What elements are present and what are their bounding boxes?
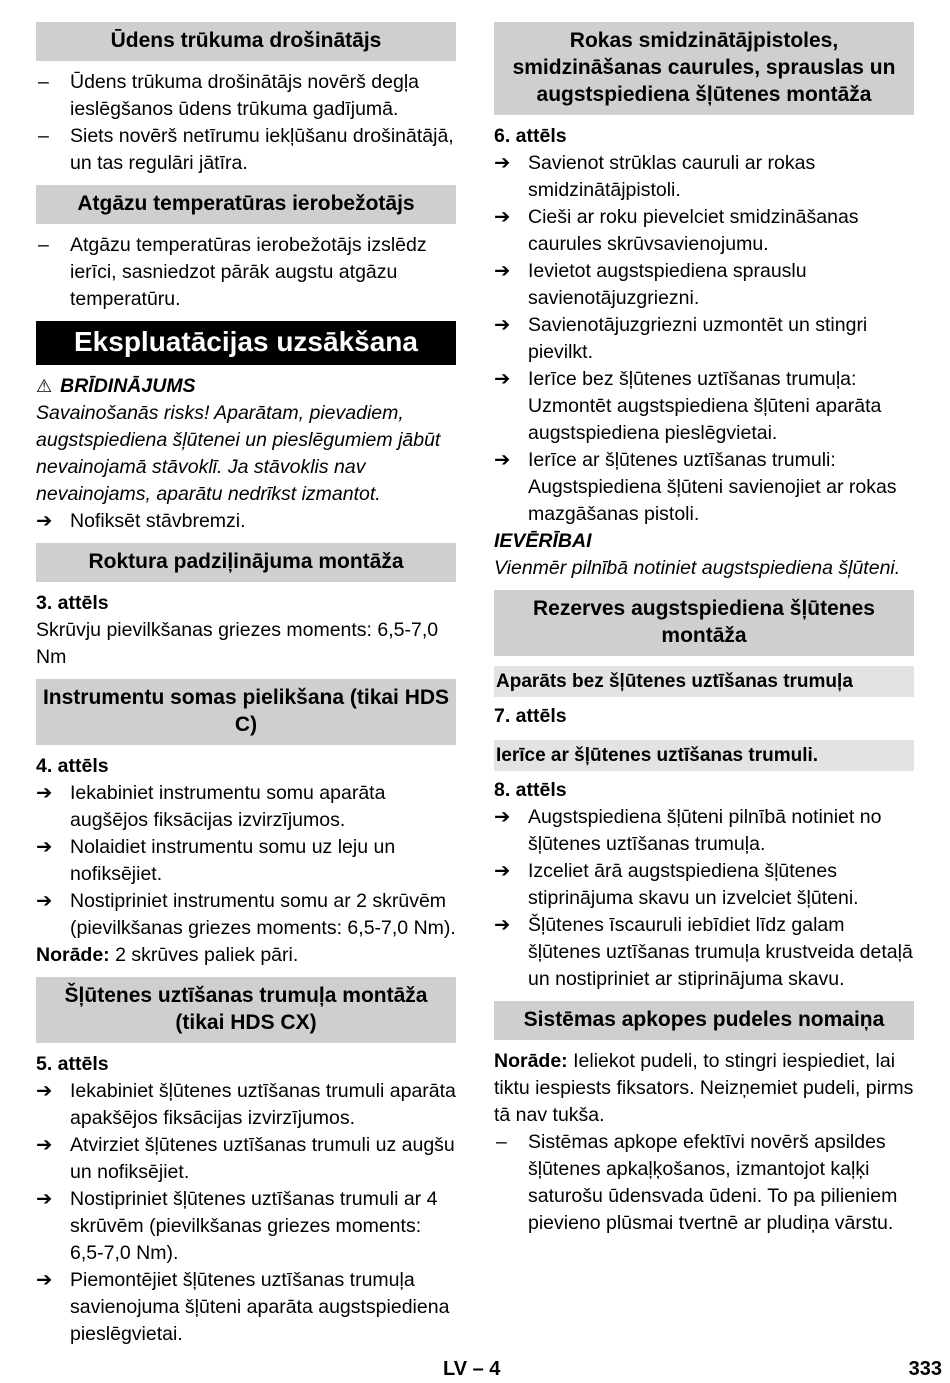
arrow-icon: ➔ — [494, 449, 511, 471]
right-column — [494, 22, 914, 1237]
dash-item — [36, 69, 456, 123]
dash-bullet: – — [38, 234, 49, 256]
step-item — [36, 508, 456, 535]
item-text: Ūdens trūkuma drošinātājs novērš degļa ieslēgšanos ūdens trūkuma gadījumā. — [70, 71, 420, 120]
chapter-heading: Ekspluatācijas uzsākšana — [36, 321, 456, 365]
note-label: Norāde: — [36, 944, 110, 966]
arrow-icon: ➔ — [494, 152, 511, 174]
item-text: Nostipriniet instrumentu somu ar 2 skrūvēm (pievilkšanas griezes moments: 6,5-7,0 Nm). — [70, 890, 456, 939]
step-item — [494, 150, 914, 204]
item-text: Ierīce ar šļūtenes uztīšanas trumuli: Augstspiediena šļūteni savienojiet ar rokas mazgāšanas pistoli. — [528, 449, 897, 525]
arrow-icon: ➔ — [36, 1269, 53, 1291]
note — [494, 1048, 914, 1129]
note-text: Ieliekot pudeli, to stingri iespiediet, lai tiktu iespiests fiksators. Neizņemiet pudeli, pirms tā nav tukša. — [494, 1050, 914, 1126]
arrow-icon: ➔ — [36, 890, 53, 912]
section-heading: Sistēmas apkopes pudeles nomaiņa — [494, 1001, 914, 1040]
step-item — [494, 804, 914, 858]
step-item — [36, 780, 456, 834]
step-item — [494, 447, 914, 528]
figure-reference: 5. attēls — [36, 1053, 109, 1075]
figure-reference: 7. attēls — [494, 705, 567, 727]
warning-text: Savainošanās risks! Aparātam, pievadiem, augstspiediena šļūtenei un pieslēgumiem jābūt nevainojamā stāvoklī. Ja stāvoklis nav nevainojams, aparātu nedrīkst izmantot. — [36, 402, 441, 505]
warning-triangle-icon: ⚠ — [36, 376, 53, 396]
item-text: Ievietot augstspiediena sprauslu savienotājuzgriezni. — [528, 260, 807, 309]
step-item — [494, 204, 914, 258]
warning-title — [494, 528, 914, 555]
section-heading: Aparāts bez šļūtenes uztīšanas trumuļa — [494, 666, 914, 697]
note-label: Norāde: — [494, 1050, 568, 1072]
arrow-icon: ➔ — [36, 510, 53, 532]
section-heading: Instrumentu somas pielikšana (tikai HDS C) — [36, 679, 456, 745]
item-text: Sistēmas apkope efektīvi novērš apsildes šļūtenes apkaļķošanos, izmantojot kaļķi saturošu ūdensvada ūdeni. To pa pilieniem pievieno plūsmai tvertnē ar pludiņa vārstu. — [528, 1131, 898, 1234]
dash-item — [494, 1129, 914, 1237]
arrow-icon: ➔ — [494, 914, 511, 936]
item-text: Atvirziet šļūtenes uztīšanas trumuli uz augšu un nofiksējiet. — [70, 1134, 455, 1183]
step-item — [494, 258, 914, 312]
dash-bullet: – — [496, 1131, 507, 1153]
warning-title — [36, 373, 456, 400]
arrow-icon: ➔ — [494, 806, 511, 828]
item-text: Augstspiediena šļūteni pilnībā notiniet no šļūtenes uztīšanas trumuļa. — [528, 806, 882, 855]
body-text: Skrūvju pievilkšanas griezes moments: 6,5-7,0 Nm — [36, 619, 439, 668]
warning-label: IEVĒRĪBAI — [494, 530, 592, 552]
section-heading: Ierīce ar šļūtenes uztīšanas trumuli. — [494, 740, 914, 771]
section-heading: Roktura padziļinājuma montāža — [36, 543, 456, 582]
warning-label: BRĪDINĀJUMS — [60, 375, 196, 397]
step-item — [36, 1267, 456, 1348]
section-heading: Atgāzu temperatūras ierobežotājs — [36, 185, 456, 224]
section-heading: Rezerves augstspiediena šļūtenes montāža — [494, 590, 914, 656]
arrow-icon: ➔ — [494, 860, 511, 882]
step-item — [494, 912, 914, 993]
item-text: Nostipriniet šļūtenes uztīšanas trumuli ar 4 skrūvēm (pievilkšanas griezes moments: 6,5-7,0 Nm). — [70, 1188, 438, 1264]
arrow-icon: ➔ — [494, 314, 511, 336]
figure-reference: 6. attēls — [494, 125, 567, 147]
item-text: Savienotājuzgriezni uzmontēt un stingri pievilkt. — [528, 314, 868, 363]
step-item — [36, 1132, 456, 1186]
step-item — [36, 834, 456, 888]
item-text: Savienot strūklas cauruli ar rokas smidzinātājpistoli. — [528, 152, 816, 201]
step-item — [36, 1186, 456, 1267]
item-text: Nolaidiet instrumentu somu uz leju un nofiksējiet. — [70, 836, 396, 885]
item-text: Nofiksēt stāvbremzi. — [70, 510, 246, 532]
note-text: 2 skrūves paliek pāri. — [109, 944, 299, 966]
item-text: Ierīce bez šļūtenes uztīšanas trumuļa: Uzmontēt augstspiediena šļūteni aparāta augstspiediena pieslēgvietai. — [528, 368, 882, 444]
dash-bullet: – — [38, 125, 49, 147]
step-item — [494, 858, 914, 912]
arrow-icon: ➔ — [36, 1080, 53, 1102]
arrow-icon: ➔ — [494, 368, 511, 390]
dash-bullet: – — [38, 71, 49, 93]
item-text: Šļūtenes īscauruli iebīdiet līdz galam šļūtenes uztīšanas trumuļa krustveida detaļā un nostipriniet ar stiprinājuma skavu. — [528, 914, 913, 990]
figure-reference: 8. attēls — [494, 779, 567, 801]
item-text: Piemontējiet šļūtenes uztīšanas trumuļa savienojuma šļūteni aparāta augstspiediena pieslēgvietai. — [70, 1269, 450, 1345]
warning-text: Vienmēr pilnībā notiniet augstspiediena šļūteni. — [494, 557, 901, 579]
left-column — [36, 22, 456, 1348]
step-item — [494, 312, 914, 366]
arrow-icon: ➔ — [494, 206, 511, 228]
item-text: Siets novērš netīrumu iekļūšanu drošinātājā, un tas regulāri jātīra. — [70, 125, 454, 174]
note — [36, 942, 456, 969]
item-text: Iekabiniet šļūtenes uztīšanas trumuli aparāta apakšējos fiksācijas izvirzījumos. — [70, 1080, 456, 1129]
footer-section: LV – 4 — [443, 1358, 501, 1380]
figure-reference: 4. attēls — [36, 755, 109, 777]
step-item — [36, 1078, 456, 1132]
section-heading: Šļūtenes uztīšanas trumuļa montāža (tikai HDS CX) — [36, 977, 456, 1043]
arrow-icon: ➔ — [36, 782, 53, 804]
arrow-icon: ➔ — [36, 836, 53, 858]
item-text: Atgāzu temperatūras ierobežotājs izslēdz ierīci, sasniedzot pārāk augstu atgāzu temperatūru. — [70, 234, 427, 310]
arrow-icon: ➔ — [36, 1188, 53, 1210]
step-item — [36, 888, 456, 942]
dash-item — [36, 123, 456, 177]
arrow-icon: ➔ — [36, 1134, 53, 1156]
page-number: 333 — [908, 1358, 942, 1380]
arrow-icon: ➔ — [494, 260, 511, 282]
item-text: Cieši ar roku pievelciet smidzināšanas caurules skrūvsavienojumu. — [528, 206, 859, 255]
item-text: Iekabiniet instrumentu somu aparāta augšējos fiksācijas izvirzījumos. — [70, 782, 386, 831]
dash-item — [36, 232, 456, 313]
section-heading: Ūdens trūkuma drošinātājs — [36, 22, 456, 61]
figure-reference: 3. attēls — [36, 592, 109, 614]
step-item — [494, 366, 914, 447]
item-text: Izceliet ārā augstspiediena šļūtenes stiprinājuma skavu un izvelciet šļūteni. — [528, 860, 859, 909]
section-heading: Rokas smidzinātājpistoles, smidzināšanas caurules, sprauslas un augstspiediena šļūtenes montāža — [494, 22, 914, 115]
page-footer — [0, 1356, 950, 1383]
